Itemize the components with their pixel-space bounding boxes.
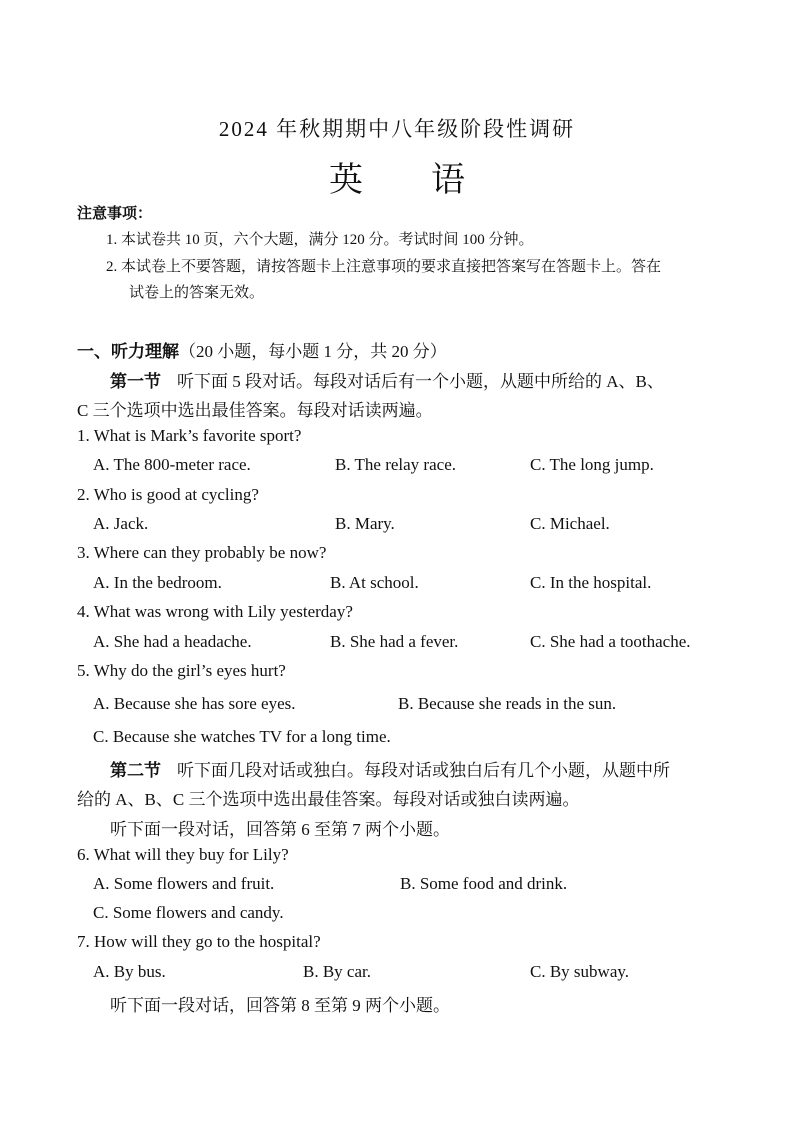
subject-char-2: 语	[431, 162, 465, 199]
q3-option-c: C. In the hospital.	[530, 573, 652, 592]
q7-option-b: B. By car.	[303, 962, 371, 981]
section2-line2: 给的 A、B、C 三个选项中选出最佳答案。每段对话或独白读两遍。	[77, 790, 580, 809]
instruction-q6-q7: 听下面一段对话，回答第 6 至第 7 两个小题。	[110, 820, 450, 839]
q1-option-b: B. The relay race.	[335, 455, 456, 474]
question-5: 5. Why do the girl’s eyes hurt?	[77, 661, 286, 680]
q6-option-c: C. Some flowers and candy.	[93, 903, 284, 922]
q3-option-b: B. At school.	[330, 573, 419, 592]
question-2: 2. Who is good at cycling?	[77, 485, 259, 504]
q7-option-c: C. By subway.	[530, 962, 630, 981]
question-4: 4. What was wrong with Lily yesterday?	[77, 602, 353, 621]
q4-option-c: C. She had a toothache.	[530, 632, 691, 651]
q2-option-b: B. Mary.	[335, 514, 395, 533]
section2-text1: 听下面几段对话或独白。每段对话或独白后有几个小题，从题中所	[177, 761, 670, 780]
question-3: 3. Where can they probably be now?	[77, 543, 327, 562]
section1-line1	[110, 367, 664, 392]
question-7: 7. How will they go to the hospital?	[77, 932, 321, 951]
q5-option-b: B. Because she reads in the sun.	[398, 694, 617, 713]
part1-heading	[77, 337, 447, 362]
q4-option-b: B. She had a fever.	[330, 632, 459, 651]
q5-option-a: A. Because she has sore eyes.	[93, 694, 296, 713]
q6-option-b: B. Some food and drink.	[400, 874, 568, 893]
exam-title: 2024 年秋期期中八年级阶段性调研	[218, 117, 576, 141]
question-6: 6. What will they buy for Lily?	[77, 845, 289, 864]
section2-line1	[110, 756, 670, 781]
notes-item-2: 2. 本试卷上不要答题，请按答题卡上注意事项的要求直接把答案写在答题卡上。答在	[106, 259, 662, 275]
notes-heading: 注意事项：	[77, 206, 153, 222]
question-1: 1. What is Mark’s favorite sport?	[77, 426, 302, 445]
q4-option-a: A. She had a headache.	[93, 632, 252, 651]
q2-option-c: C. Michael.	[530, 514, 610, 533]
q7-option-a: A. By bus.	[93, 962, 166, 981]
q2-option-a: A. Jack.	[93, 514, 149, 533]
q5-option-c: C. Because she watches TV for a long time.	[93, 727, 391, 746]
section1-label: 第一节	[110, 372, 161, 391]
subject-title	[0, 152, 794, 201]
part1-title: 一、听力理解	[77, 342, 179, 361]
q6-option-a: A. Some flowers and fruit.	[93, 874, 275, 893]
notes-item-2-cont: 试卷上的答案无效。	[129, 285, 265, 301]
section2-label: 第二节	[110, 761, 161, 780]
instruction-q8-q9: 听下面一段对话，回答第 8 至第 9 两个小题。	[110, 996, 450, 1015]
q3-option-a: A. In the bedroom.	[93, 573, 222, 592]
notes-item-1: 1. 本试卷共 10 页，六个大题，满分 120 分。考试时间 100 分钟。	[106, 232, 534, 248]
part1-score: （20 小题，每小题 1 分，共 20 分）	[179, 342, 447, 361]
q1-option-c: C. The long jump.	[530, 455, 654, 474]
section1-text1: 听下面 5 段对话。每段对话后有一个小题，从题中所给的 A、B、	[177, 372, 664, 391]
q1-option-a: A. The 800-meter race.	[93, 455, 251, 474]
section1-line2: C 三个选项中选出最佳答案。每段对话读两遍。	[77, 401, 433, 420]
subject-char-1: 英	[329, 162, 363, 199]
